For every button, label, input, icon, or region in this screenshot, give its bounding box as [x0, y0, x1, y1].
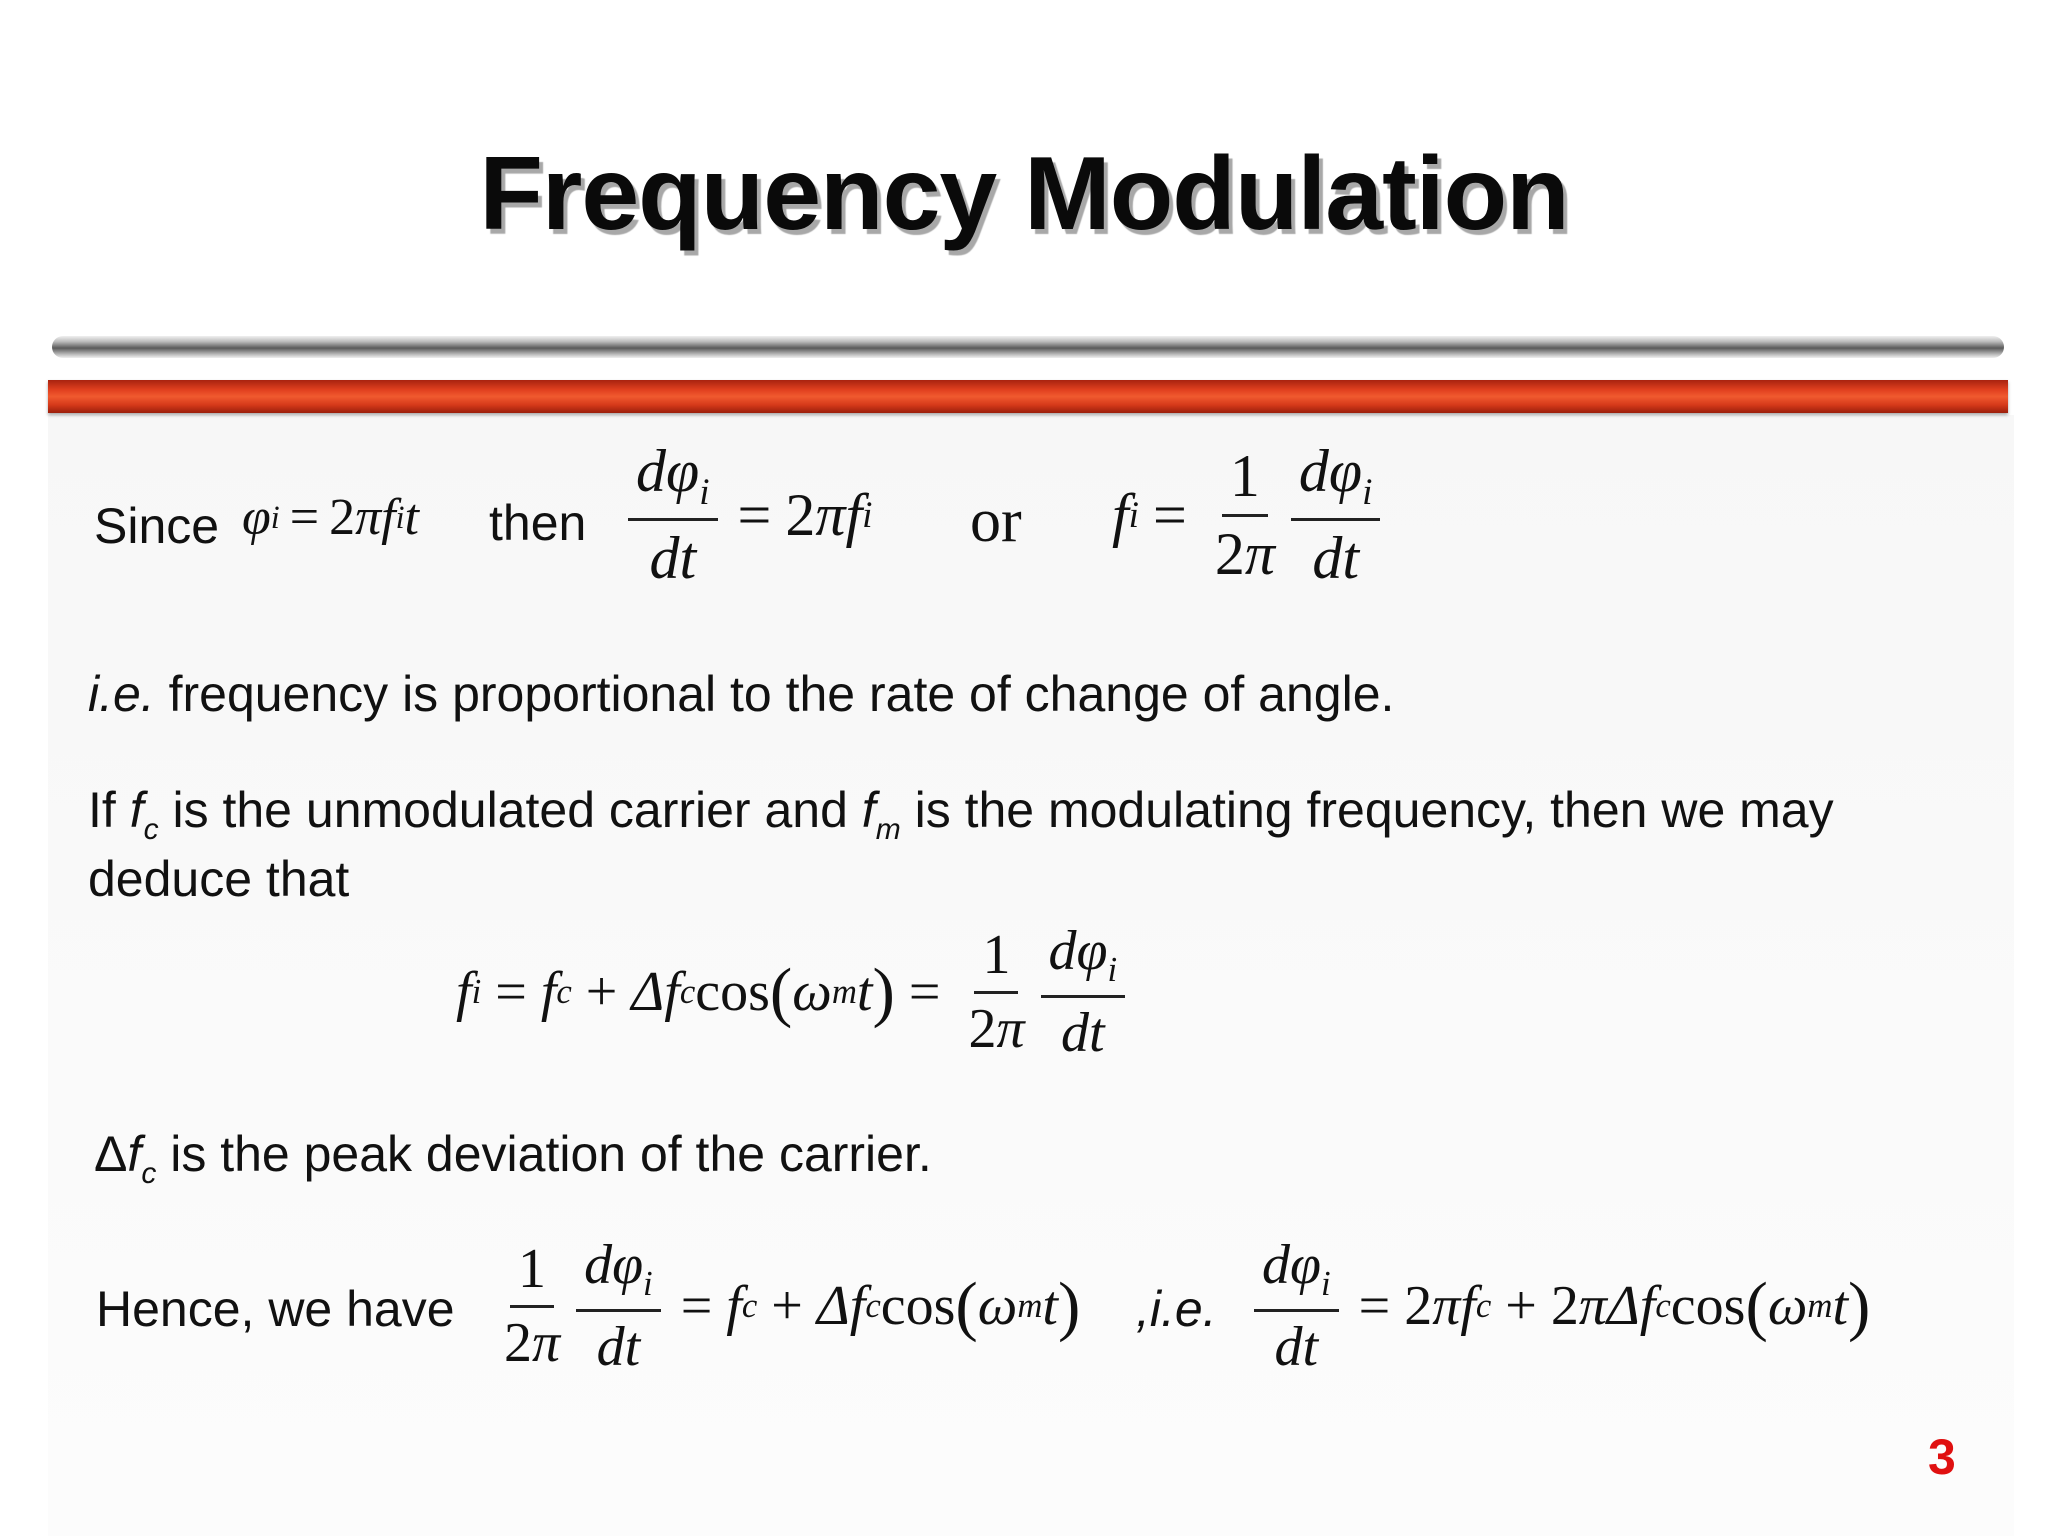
- fc-symbol: f: [129, 782, 144, 838]
- fc-subscript: c: [143, 813, 159, 846]
- equation-derivative: $\frac{d\varphi_i}{dt}$ = 2 πf i: [622, 440, 872, 590]
- page-number: 3: [1928, 1429, 1956, 1485]
- modulating-text: is the modulating frequency, then we may: [900, 782, 1834, 838]
- deviation-subscript: c: [141, 1157, 157, 1190]
- equation-hence-1: $\frac{1}{2\pi}$ $\frac{d\varphi_i}{dt}$ = f c + Δf c cos ( ω m t ): [504, 1234, 1081, 1378]
- title-divider-red: [48, 380, 2008, 413]
- deviation-f-symbol: f: [127, 1126, 142, 1182]
- then-label: then: [489, 495, 587, 551]
- ie-prefix: i.e.: [88, 666, 155, 722]
- deviation-sentence: [94, 1125, 932, 1191]
- since-label: Since: [94, 498, 220, 554]
- carrier-text: is the unmodulated carrier and: [158, 782, 862, 838]
- equation-instantaneous-frequency: f i = $\frac{1}{2\pi}$ $\frac{d\varphi_i}{dt}$: [1112, 440, 1386, 590]
- fm-symbol: f: [861, 782, 876, 838]
- carrier-paragraph-line1: [88, 781, 1834, 847]
- ie-comma-label: ,i.e.: [1136, 1281, 1217, 1337]
- or-label: or: [970, 487, 1022, 555]
- delta-symbol: Δ: [94, 1126, 128, 1182]
- title-divider-grey: [52, 336, 2004, 358]
- carrier-paragraph-line2: deduce that: [88, 851, 350, 907]
- ie-sentence: [88, 665, 1394, 723]
- equation-hence-2: $\frac{d\varphi_i}{dt}$ = 2 πf c + 2 πΔf c cos ( ω m t ): [1248, 1236, 1870, 1376]
- fm-subscript: m: [875, 813, 901, 846]
- equation-fm-frequency: f i = f c + Δf c cos ( ω m t ) = $\frac{1}{2\pi}$ $\frac{d\varphi_i}{dt}$: [456, 922, 1131, 1062]
- deviation-text: is the peak deviation of the carrier.: [156, 1126, 932, 1182]
- equation-phase: φ i = 2 πf i t: [242, 489, 419, 546]
- if-word: If: [88, 782, 130, 838]
- ie-text: frequency is proportional to the rate of change of angle.: [154, 666, 1395, 722]
- hence-label: Hence, we have: [96, 1281, 455, 1337]
- slide-title: Frequency Modulation: [479, 136, 1569, 252]
